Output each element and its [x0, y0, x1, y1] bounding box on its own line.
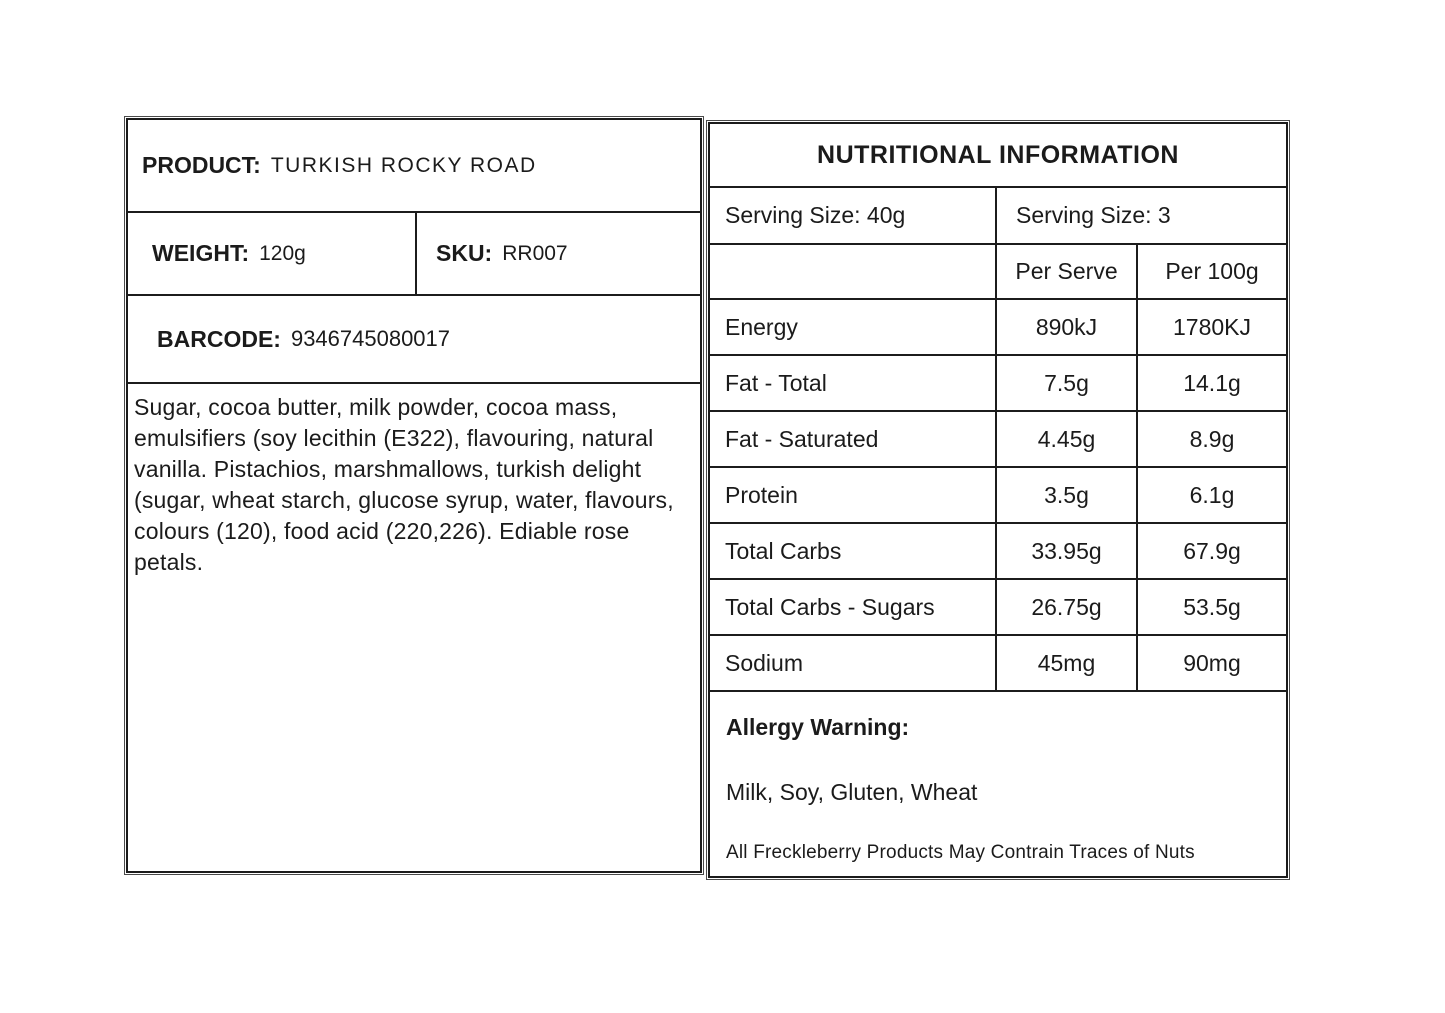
per-100g-value: 53.5g	[1183, 593, 1241, 620]
ingredients-section	[128, 384, 700, 578]
nutrition-title: NUTRITIONAL INFORMATION	[817, 140, 1179, 169]
nutrient-label: Sodium	[710, 636, 997, 690]
ingredients-text: Sugar, cocoa butter, milk powder, cocoa mass, emulsifiers (soy lecithin (E322), flavouring, natural vanilla. Pistachios, marshmallows, turkish delight (sugar, wheat starch, glucose syrup, water, flavours, colours (120), food acid (220,226). Ediable rose petals.	[134, 394, 674, 575]
serving-size-row	[710, 188, 1286, 245]
allergy-warning-title: Allergy Warning:	[726, 714, 910, 740]
per-serve-value: 3.5g	[997, 468, 1138, 522]
allergy-section	[710, 692, 1286, 864]
table-row-sugars	[710, 580, 1286, 636]
weight-sku-row	[128, 213, 700, 296]
weight-cell	[128, 213, 417, 294]
weight-label: WEIGHT:	[152, 240, 250, 266]
serving-size-per-serve: Serving Size: 40g	[710, 188, 997, 243]
table-row-fat-saturated	[710, 412, 1286, 468]
product-panel	[126, 118, 702, 873]
column-header-per-100g: Per 100g	[1165, 258, 1259, 284]
table-row-energy	[710, 300, 1286, 356]
column-header-empty	[710, 245, 997, 298]
per-serve-value: 7.5g	[997, 356, 1138, 410]
nutrient-label: Protein	[710, 468, 997, 522]
nutrient-label: Total Carbs	[710, 524, 997, 578]
nutrient-label: Total Carbs - Sugars	[710, 580, 997, 634]
table-row-protein	[710, 468, 1286, 524]
barcode-label: BARCODE:	[157, 325, 281, 352]
sku-cell	[417, 213, 700, 294]
per-serve-value: 33.95g	[997, 524, 1138, 578]
per-100g-value: 90mg	[1183, 649, 1241, 676]
nutrition-title-row	[710, 124, 1286, 188]
product-value: TURKISH ROCKY ROAD	[270, 153, 537, 177]
allergy-list: Milk, Soy, Gluten, Wheat	[726, 779, 978, 805]
serving-size-count: Serving Size: 3	[1016, 202, 1171, 228]
barcode-value: 9346745080017	[290, 326, 451, 351]
table-row-fat-total	[710, 356, 1286, 412]
per-100g-value: 6.1g	[1189, 481, 1235, 508]
traces-note: All Freckleberry Products May Contrain Traces of Nuts	[726, 842, 1195, 863]
per-100g-value: 1780KJ	[1172, 313, 1251, 340]
per-serve-value: 890kJ	[997, 300, 1138, 354]
sku-label: SKU:	[436, 240, 493, 266]
table-row-total-carbs	[710, 524, 1286, 580]
nutrient-label: Energy	[710, 300, 997, 354]
weight-value: 120g	[259, 241, 306, 265]
product-row	[128, 120, 700, 213]
nutrient-label: Fat - Saturated	[710, 412, 997, 466]
per-serve-value: 4.45g	[997, 412, 1138, 466]
column-header-row	[710, 245, 1286, 300]
column-header-per-serve: Per Serve	[997, 245, 1138, 298]
product-label: PRODUCT:	[142, 152, 261, 178]
per-serve-value: 45mg	[997, 636, 1138, 690]
per-100g-value: 14.1g	[1183, 369, 1241, 396]
per-100g-value: 8.9g	[1189, 425, 1235, 452]
table-row-sodium	[710, 636, 1286, 692]
per-100g-value: 67.9g	[1183, 537, 1241, 564]
sku-value: RR007	[502, 241, 568, 265]
barcode-row	[128, 296, 700, 384]
per-serve-value: 26.75g	[997, 580, 1138, 634]
nutrient-label: Fat - Total	[710, 356, 997, 410]
nutrition-panel	[708, 122, 1288, 878]
